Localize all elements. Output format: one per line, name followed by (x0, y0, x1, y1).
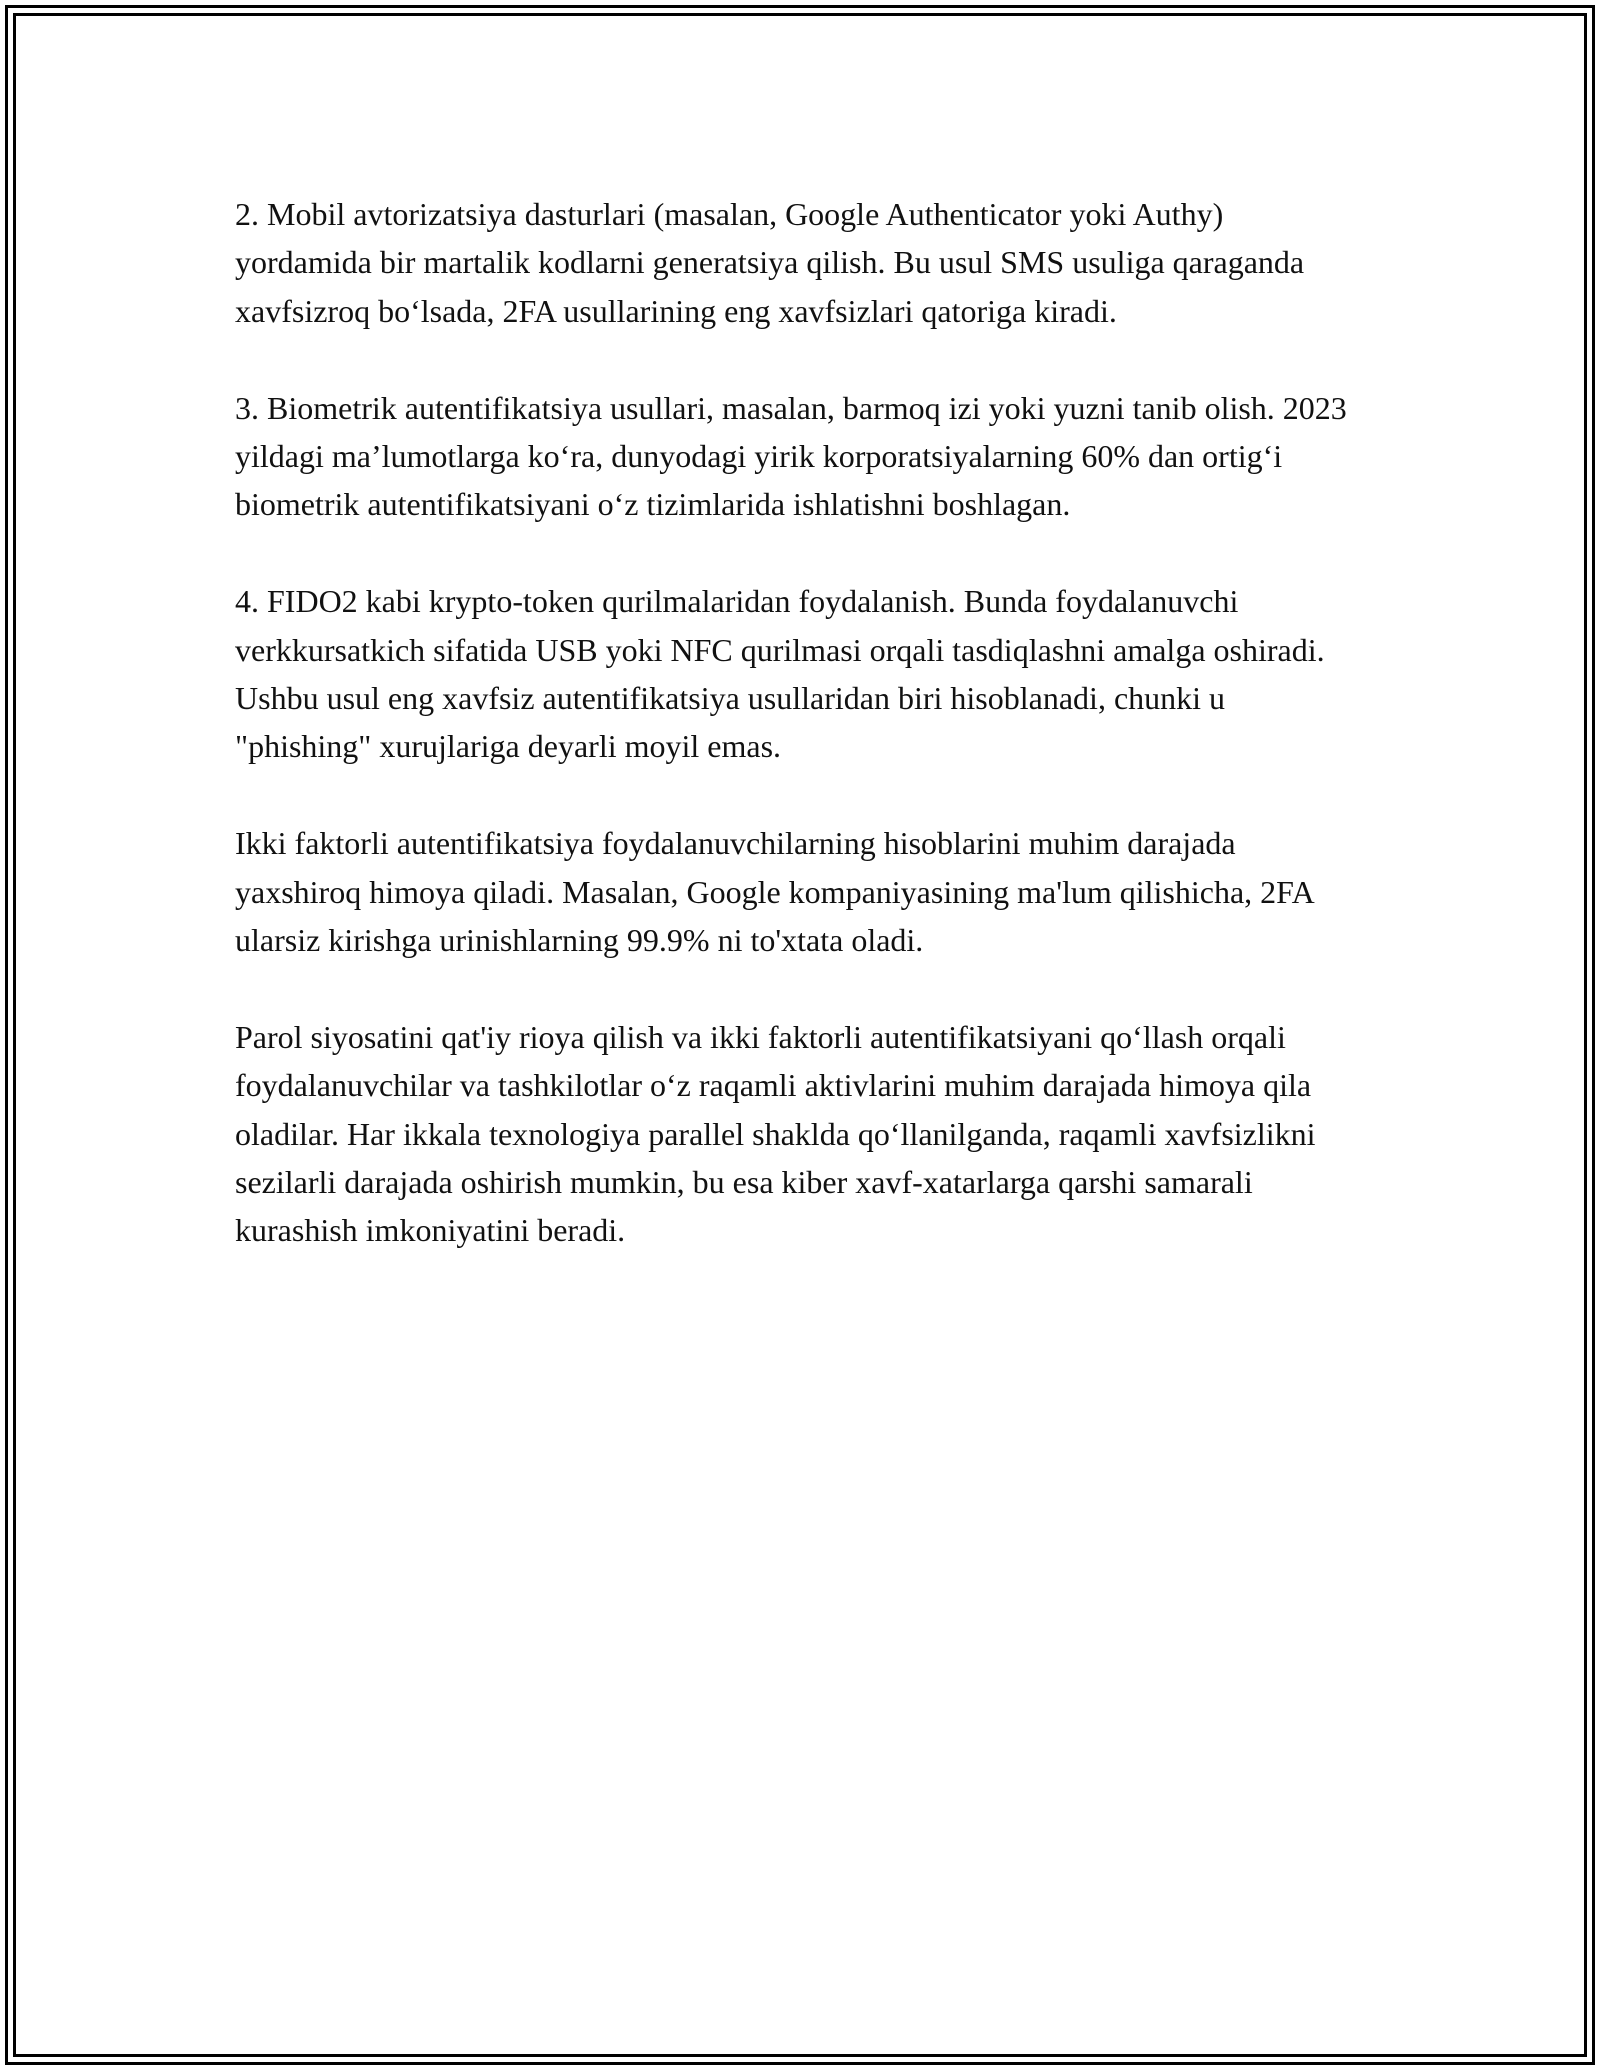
paragraph-mobile-authenticator: 2. Mobil avtorizatsiya dasturlari (masalan, Google Authenticator yoki Authy) yordamida bir martalik kodlarni generatsiya qilish. Bu usul SMS usuliga qaraganda xavfsizroq bo‘lsada, 2FA usullarining eng xavfsizlari qatoriga kiradi. (235, 196, 1305, 329)
paragraph-2fa-protection: Ikki faktorli autentifikatsiya foydalanuvchilarning hisoblarini muhim darajada yaxshiroq himoya qiladi. Masalan, Google kompaniyasining ma'lum qilishicha, 2FA ularsiz kirishga urinishlarning 99.9% ni to'xtata oladi. (235, 825, 1313, 959)
document-body (235, 190, 1365, 1255)
paragraph-conclusion: Parol siyosatini qat'iy rioya qilish va ikki faktorli autentifikatsiyani qo‘llash orqali foydalanuvchilar va tashkilotlar o‘z raqamli aktivlarini muhim darajada himoya qila oladilar. Har ikkala texnologiya parallel shaklda qo‘llanilganda, raqamli xavfsizlikni sezilarli darajada oshirish mumkin, bu esa kiber xavf-xatarlarga qarshi samarali kurashish imkoniyatini beradi. (235, 1018, 1316, 1249)
paragraph-fido2-token: 4. FIDO2 kabi krypto-token qurilmalaridan foydalanish. Bunda foydalanuvchi verkkursatkich sifatida USB yoki NFC qurilmasi orqali tasdiqlashni amalga oshiradi. Ushbu usul eng xavfsiz autentifikatsiya usullaridan biri hisoblanadi, chunki u "phishing" xurujlariga deyarli moyil emas. (235, 583, 1325, 765)
paragraph-biometric-authentication: 3. Biometrik autentifikatsiya usullari, masalan, barmoq izi yoki yuzni tanib olish. 2023 yildagi ma’lumotlarga ko‘ra, dunyodagi yirik korporatsiyalarning 60% dan ortig‘i biometrik autentifikatsiyani o‘z tizimlarida ishlatishni boshlagan. (235, 389, 1347, 523)
